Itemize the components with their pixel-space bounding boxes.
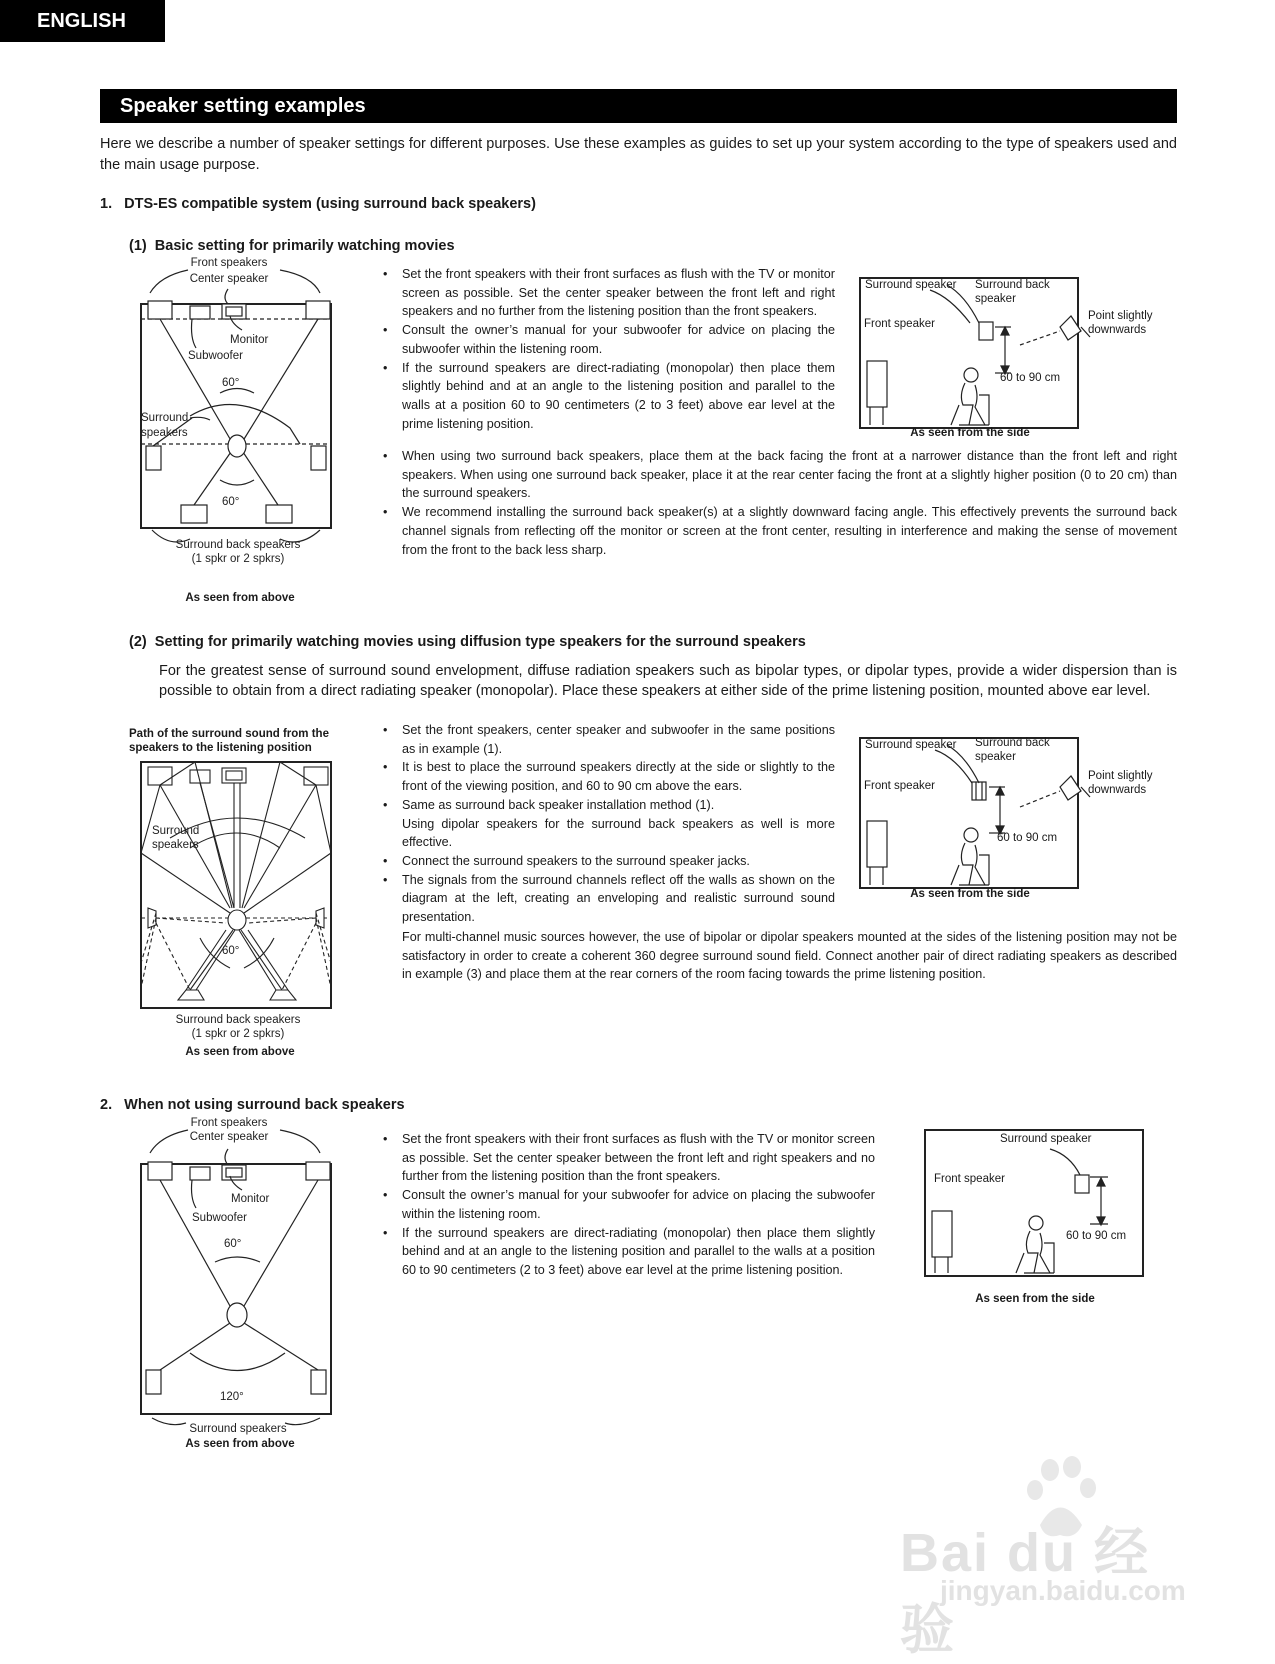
language-tab: ENGLISH bbox=[0, 0, 165, 42]
side2-label-height: 60 to 90 cm bbox=[997, 832, 1058, 844]
label-surround-speakers-3: Surround speakers bbox=[189, 1423, 287, 1435]
bullet-2-continuation: For multi-channel music sources however, the use of bipolar or dipolar speakers mounted at the sides of the listening position may not be satisfactory in order to create a coherent 360 degree surround sound field. Connect another pair of direct radiating speakers as described in example (3) and place them at the rear corners of the room facing towards the prime listening position. bbox=[402, 930, 1177, 982]
label-front-speakers: Front speakers bbox=[190, 257, 268, 269]
side2-label-front-speaker: Front speaker bbox=[864, 780, 935, 792]
section-1-1-heading: (1) Basic setting for primarily watching movies bbox=[129, 238, 455, 254]
label-surround-back-2: Surround back speakers bbox=[175, 1014, 301, 1026]
page-title: Speaker setting examples bbox=[100, 89, 1177, 123]
label-subwoofer-3: Subwoofer bbox=[192, 1212, 247, 1224]
label-spkr-note: (1 spkr or 2 spkrs) bbox=[191, 553, 285, 565]
baidu-watermark bbox=[900, 1450, 1200, 1660]
section-2-heading: 2. When not using surround back speakers bbox=[100, 1097, 405, 1113]
label-center-speaker-3: Center speaker bbox=[189, 1131, 269, 1143]
label-monitor-3: Monitor bbox=[231, 1193, 270, 1205]
label-angle-2: 60° bbox=[222, 945, 240, 957]
watermark-brand: Bai du 经验 bbox=[900, 1523, 1151, 1660]
list-item: • It is best to place the surround speakers directly at the side or slightly to the front of the viewing position, and 60 to 90 cm above the ears. bbox=[383, 760, 835, 794]
list-item: • Same as surround back speaker installation method (1). bbox=[383, 797, 715, 812]
label-surround: Surround bbox=[141, 412, 189, 424]
caption-side-view-2: As seen from the side bbox=[910, 888, 1030, 900]
side1-label-point2: downwards bbox=[1088, 324, 1147, 336]
side1-label-surround-back: Surround back bbox=[975, 279, 1050, 291]
path-label-line2: speakers to the listening position bbox=[129, 742, 312, 754]
label-monitor: Monitor bbox=[230, 334, 269, 346]
label-angle-back-3: 120° bbox=[220, 1391, 244, 1403]
top-view-diagram-1 bbox=[130, 257, 380, 613]
list-item: • Set the front speakers, center speaker and subwoofer in the same positions as in example (1). bbox=[383, 723, 835, 756]
list-item: • Set the front speakers with their front surfaces as flush with the TV or monitor screen as possible. Set the center speaker between the front left and right speakers and no further from the listening position than the front speakers. bbox=[383, 1132, 875, 1184]
side2-label-surround-back: Surround back bbox=[975, 737, 1050, 749]
side2-label-speaker: speaker bbox=[975, 751, 1016, 763]
caption-side-view-3: As seen from the side bbox=[975, 1293, 1095, 1305]
side2-label-point1: Point slightly bbox=[1088, 770, 1153, 782]
caption-side-view-1: As seen from the side bbox=[910, 427, 1030, 439]
list-item: • If the surround speakers are direct-radiating (monopolar) then place them slightly behind and at an angle to the listening position and parallel to the walls at a position 60 to 90 centimeters (2 to 3 feet) above ear level at the prime listening position. bbox=[383, 360, 835, 431]
bullet-sub-text: Using dipolar speakers for the surround back speakers as well is more effective. bbox=[402, 816, 835, 850]
label-angle-front-3: 60° bbox=[224, 1238, 242, 1250]
bullets-3 bbox=[380, 1130, 875, 1280]
intro-paragraph: Here we describe a number of speaker settings for different purposes. Use these examples as guides to set up your system according to the type of speakers used and the main usage purpose. bbox=[100, 136, 1177, 173]
caption-top-view-3: As seen from above bbox=[185, 1438, 295, 1450]
section-1-2-heading: (2) Setting for primarily watching movies using diffusion type speakers for the surround speakers bbox=[129, 634, 806, 650]
side1-label-point1: Point slightly bbox=[1088, 310, 1153, 322]
caption-top-view-1: As seen from above bbox=[185, 592, 295, 604]
list-item: • The signals from the surround channels reflect off the walls as shown on the diagram at the left, creating an enveloping and realistic surround sound presentation. bbox=[383, 872, 835, 925]
bullets-2-narrow bbox=[380, 721, 835, 927]
side3-label-surround-speaker: Surround speaker bbox=[1000, 1133, 1092, 1145]
watermark-url: jingyan.baidu.com bbox=[940, 1575, 1186, 1606]
side2-label-surround-speaker: Surround speaker bbox=[865, 739, 957, 751]
section-1-2-paragraph: For the greatest sense of surround sound envelopment, diffuse radiation speakers such as bipolar types, or dipolar types, provide a wider dispersion than is possible to obtain from a direct radiating speaker (monopolar). Place these speakers at either side of the prime listening position, mounted above ear level. bbox=[159, 663, 1177, 699]
list-item: • If the surround speakers are direct-radiating (monopolar) then place them slightly behind and at an angle to the listening position and parallel to the walls at a position 60 to 90 centimeters (2 to 3 feet) above ear level at the prime listening position. bbox=[383, 1225, 875, 1277]
label-center-speaker: Center speaker bbox=[189, 273, 269, 285]
side1-label-surround-speaker: Surround speaker bbox=[865, 279, 957, 291]
list-item: • Connect the surround speakers to the surround speaker jacks. bbox=[383, 853, 750, 868]
label-speakers: speakers bbox=[141, 427, 188, 439]
label-surround-back: Surround back speakers bbox=[175, 539, 301, 551]
label-angle-back: 60° bbox=[222, 496, 240, 508]
list-item: • Set the front speakers with their front surfaces as flush with the TV or monitor screen as possible. Set the center speaker between the front left and right speakers and no further from the listening position than the front speakers. bbox=[383, 267, 835, 319]
label-surround-2: Surround bbox=[152, 825, 200, 837]
label-speakers-2: speakers bbox=[152, 839, 199, 851]
list-item: • Consult the owner’s manual for your subwoofer for advice on placing the subwoofer within the listening room. bbox=[383, 1188, 875, 1221]
side1-label-front-speaker: Front speaker bbox=[864, 318, 935, 330]
bullets-1-wide bbox=[380, 447, 1177, 559]
side-view-diagram-3 bbox=[920, 1127, 1170, 1287]
label-angle-front: 60° bbox=[222, 377, 240, 389]
bullets-1-narrow bbox=[380, 265, 835, 433]
list-item: • We recommend installing the surround back speaker(s) at a slightly downward facing angle. This effectively prevents the surround back channel signals from reflecting off the monitor or screen at the front center, resulting in interference and making the sense of movement from the front to the back less sharp. bbox=[383, 505, 1177, 557]
side3-label-height: 60 to 90 cm bbox=[1066, 1230, 1127, 1242]
side1-label-speaker: speaker bbox=[975, 293, 1016, 305]
label-spkr-note-2: (1 spkr or 2 spkrs) bbox=[191, 1028, 285, 1040]
list-item: • When using two surround back speakers, place them at the back facing the front at a narrower distance than the front left and right speakers. When using one surround back speaker, place it at the rear center facing the front at a slightly higher position (0 to 20 cm) than the surround speakers. bbox=[383, 449, 1177, 501]
label-front-speakers-3: Front speakers bbox=[190, 1117, 268, 1129]
section-1-heading: 1. DTS-ES compatible system (using surround back speakers) bbox=[100, 196, 536, 212]
side1-label-height: 60 to 90 cm bbox=[1000, 372, 1061, 384]
path-label bbox=[129, 727, 329, 755]
label-subwoofer: Subwoofer bbox=[188, 350, 243, 362]
list-item: • Consult the owner’s manual for your subwoofer for advice on placing the subwoofer within the listening room. bbox=[383, 323, 835, 356]
side2-label-point2: downwards bbox=[1088, 784, 1147, 796]
path-label-line1: Path of the surround sound from the bbox=[129, 728, 329, 740]
side3-label-front-speaker: Front speaker bbox=[934, 1173, 1005, 1185]
caption-top-view-2: As seen from above bbox=[185, 1046, 295, 1058]
top-view-diagram-3 bbox=[130, 1117, 380, 1448]
top-view-diagram-2 bbox=[130, 758, 380, 1058]
